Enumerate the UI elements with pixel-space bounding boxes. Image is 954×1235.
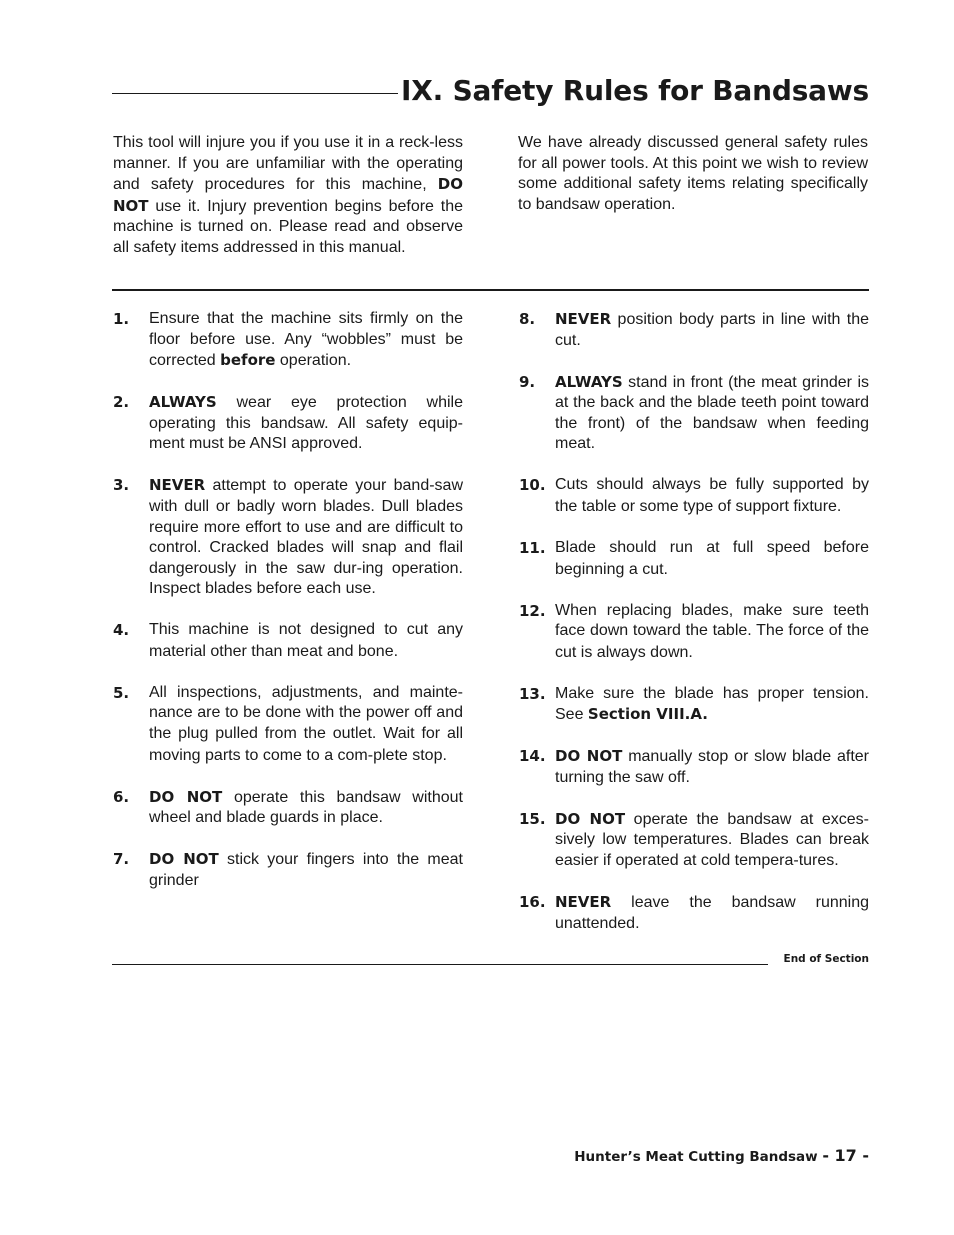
rule-text: NEVER leave the bandsaw running unattended. — [555, 893, 869, 932]
rule-number: 6. — [113, 787, 130, 806]
page-footer — [574, 1146, 869, 1165]
rule-emphasis: DO NOT — [149, 787, 223, 806]
rule-text: ALWAYS stand in front (the meat grinder is at the back and the blade teeth point toward the front) of the bandsaw when feeding meat. — [555, 372, 869, 453]
rule-item — [519, 601, 869, 664]
rule-item — [113, 392, 463, 455]
rule-number: 8. — [519, 310, 536, 328]
page-title: IX. Safety Rules for Bandsaws — [401, 74, 869, 107]
rule-number: 13. — [519, 684, 546, 703]
rule-number: 7. — [113, 850, 130, 869]
rule-item — [113, 475, 463, 600]
rule-text: Cuts should always be fully supported by the table or some type of support fixture. — [555, 476, 869, 515]
rule-item — [519, 746, 869, 788]
rule-text: NEVER attempt to operate your band-saw with dull or badly worn blades. Dull blades require more effort to use and are difficult to control. Cracked blades will snap and flail dangerously in the saw dur-ing operation. Inspect blades before each use. — [149, 476, 463, 598]
rule-emphasis: before — [220, 351, 276, 370]
intro-left-text-1: This tool will injure you if you use it in a reck-less manner. If you are unfamiliar with the operating and safety procedures for this machine, — [113, 134, 463, 194]
rule-text: DO NOT operate the bandsaw at exces-sively low temperatures. Blades can break easier if operated at cold tempera-tures. — [555, 809, 869, 870]
rule-emphasis: NEVER — [555, 310, 612, 328]
rule-text: When replacing blades, make sure teeth face down toward the table. The force of the cut is always down. — [555, 601, 869, 661]
intro-left-text-2: use it. Injury prevention begins before the machine is turned on. Please read and observe all safety items addressed in this manual. — [113, 197, 463, 256]
rule-item — [519, 809, 869, 872]
rule-text: DO NOT stick your fingers into the meat grinder — [149, 850, 463, 889]
rule-number: 16. — [519, 893, 546, 911]
intro-right-paragraph: We have already discussed general safety rules for all power tools. At this point we wish to review some additional safety items relating specifically to bandsaw operation. — [518, 134, 868, 213]
rule-number: 15. — [519, 809, 546, 828]
rule-item — [113, 849, 463, 891]
page-number: - 17 - — [822, 1146, 869, 1165]
section-divider — [112, 289, 869, 291]
rule-emphasis: Section VIII.A. — [587, 705, 708, 724]
rule-emphasis: NEVER — [149, 476, 206, 495]
end-rule — [112, 964, 768, 965]
rule-emphasis: DO NOT — [555, 809, 626, 828]
rule-text: DO NOT manually stop or slow blade after turning the saw off. — [555, 747, 870, 786]
rule-text: DO NOT operate this bandsaw without wheel and blade guards in place. — [149, 787, 463, 827]
rule-emphasis: ALWAYS — [149, 393, 217, 412]
rule-text: Blade should run at full speed before beginning a cut. — [555, 538, 869, 578]
rule-number: 3. — [113, 476, 130, 495]
rule-emphasis: DO NOT — [149, 850, 219, 869]
rule-number: 11. — [519, 538, 546, 557]
rule-text: Ensure that the machine sits firmly on the floor before use. Any “wobbles” must be corrected before operation. — [149, 310, 463, 370]
rule-number: 14. — [519, 747, 546, 766]
rule-number: 5. — [113, 683, 130, 702]
rule-emphasis: NEVER — [555, 893, 612, 911]
rule-item — [519, 372, 869, 455]
rules-column-right — [519, 309, 869, 955]
rule-item — [113, 620, 463, 662]
rule-text: All inspections, adjustments, and mainte-nance are to be done with the power off and the plug pulled from the outlet. Wait for all moving parts to come to a com-plete stop. — [149, 683, 463, 764]
rule-item — [519, 684, 869, 726]
rule-emphasis: ALWAYS — [555, 372, 623, 391]
rule-item — [113, 683, 463, 766]
rules-column-left — [113, 309, 463, 912]
rule-number: 10. — [519, 476, 546, 495]
end-of-section-label: End of Section — [783, 953, 869, 965]
rule-number: 2. — [113, 393, 130, 412]
footer-title: Hunter’s Meat Cutting Bandsaw — [574, 1149, 818, 1165]
rule-emphasis: DO NOT — [555, 747, 623, 766]
rule-item — [519, 475, 869, 517]
rule-text: ALWAYS wear eye protection while operating this bandsaw. All safety equip-ment must be ANSI approved. — [149, 393, 463, 453]
rule-number: 1. — [113, 310, 130, 328]
rule-text: Make sure the blade has proper tension. See Section VIII.A. — [555, 684, 869, 724]
rule-item — [519, 538, 869, 580]
intro-left-paragraph — [113, 133, 463, 259]
intro-left-bold: DO NOT — [113, 175, 463, 215]
title-rule — [112, 93, 398, 94]
rule-item — [113, 309, 463, 372]
rule-number: 12. — [519, 601, 546, 620]
rule-item — [519, 892, 869, 934]
rule-number: 4. — [113, 621, 130, 640]
rule-item — [519, 309, 869, 351]
rule-text: This machine is not designed to cut any material other than meat and bone. — [149, 621, 463, 660]
rule-item — [113, 787, 463, 829]
rule-text: NEVER position body parts in line with the cut. — [555, 310, 869, 349]
rule-number: 9. — [519, 372, 536, 391]
